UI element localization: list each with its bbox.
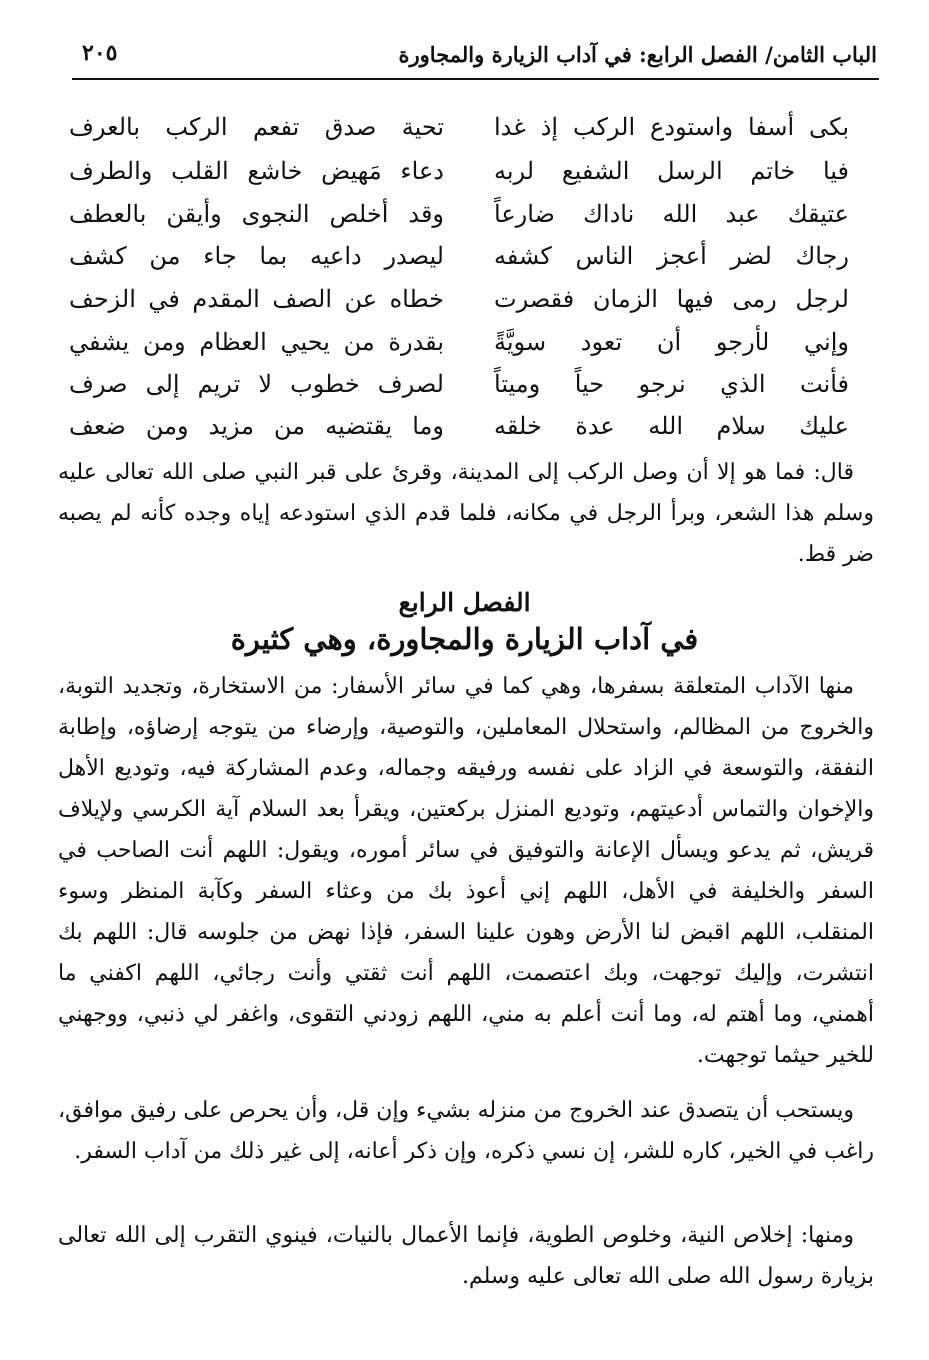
poem-verse bbox=[69, 370, 849, 415]
verse-second-hemistich: دعاء مَهيض خاشع القلب والطرف bbox=[69, 157, 444, 185]
verse-second-hemistich: بقدرة من يحيي العظام ومن يشفي bbox=[69, 328, 444, 356]
paragraph-text: ومنها: إخلاص النية، وخلوص الطوية، فإنما الأعمال بالنيات، فينوي التقرب إلى الله تعالى بزيارة رسول الله صلى الله تعالى عليه وسلم. bbox=[58, 1223, 874, 1289]
verse-second-hemistich: ليصدر داعيه بما جاء من كشف bbox=[69, 242, 444, 270]
header-divider bbox=[72, 78, 879, 80]
poem-verse bbox=[69, 113, 849, 158]
paragraph-text: قال: فما هو إلا أن وصل الركب إلى المدينة، وقرئ على قبر النبي صلى الله تعالى عليه وسلم هذا الشعر، وبرأ الرجل في مكانه، فلما قدم الذي استودعه إياه وجده كأنه لم يصبه ضر قط. bbox=[58, 460, 874, 567]
verse-first-hemistich: لرجل رمى فيها الزمان فقصرت bbox=[494, 285, 849, 313]
verse-first-hemistich: عتيقك عبد الله ناداك ضارعاً bbox=[494, 200, 849, 228]
verse-first-hemistich: وإني لأرجو أن تعود سويَّةً bbox=[494, 328, 849, 356]
verse-second-hemistich: وما يقتضيه من مزيد ومن ضعف bbox=[69, 412, 444, 440]
poem-verse bbox=[69, 412, 849, 457]
paragraph-text: منها الآداب المتعلقة بسفرها، وهي كما في سائر الأسفار: من الاستخارة، وتجديد التوبة، والخروج من المظالم، واستحلال المعاملين، والتوصية، وإرضاء من يتوجه إرضاؤه، وإطابة النفقة، والتوسعة في الزاد على نفسه ورفيقه وجماله، وعدم المشاركة فيه، وتوديع الأهل والإخوان والتماس أدعيتهم، وتوديع المنزل بركعتين، ويقرأ بعد السلام آية الكرسي ولإيلاف قريش، ثم يدعو ويسأل الإعانة والتوفيق في سائر أموره، ويقول: اللهم أنت الصاحب في السفر والخليفة في الأهل، اللهم إني أعوذ بك من وعثاء السفر وكآبة المنظر وسوء المنقلب، اللهم اقبض لنا الأرض وهون علينا السفر، فإذا نهض من جلوسه قال: اللهم بك انتشرت، وإليك توجهت، وبك اعتصمت، اللهم أنت ثقتي وأنت رجائي، اللهم اكفني ما أهمني، وما أهتم له، وما أنت أعلم به مني، اللهم زودني التقوى، واغفر لي ذنبي، ووجهني للخير حيثما توجهت. bbox=[58, 674, 874, 1068]
verse-second-hemistich: لصرف خطوب لا تريم إلى صرف bbox=[69, 370, 444, 398]
running-title: الباب الثامن/ الفصل الرابع: في آداب الزيارة والمجاورة bbox=[398, 42, 877, 67]
verse-first-hemistich: عليك سلام الله عدة خلقه bbox=[494, 412, 849, 440]
verse-first-hemistich: بكى أسفا واستودع الركب إذ غدا bbox=[494, 113, 849, 141]
chapter-heading: الفصل الرابع bbox=[398, 588, 531, 617]
body-paragraph bbox=[58, 666, 874, 1076]
verse-second-hemistich: تحية صدق تفعم الركب بالعرف bbox=[69, 113, 444, 141]
body-paragraph bbox=[58, 1090, 874, 1172]
poem-verse bbox=[69, 200, 849, 245]
verse-first-hemistich: رجاك لضر أعجز الناس كشفه bbox=[494, 242, 849, 270]
poem-verse bbox=[69, 328, 849, 373]
verse-first-hemistich: فأنت الذي نرجو حياً وميتاً bbox=[494, 370, 849, 398]
verse-second-hemistich: خطاه عن الصف المقدم في الزحف bbox=[69, 285, 444, 313]
body-paragraph bbox=[58, 1215, 874, 1297]
poem-verse bbox=[69, 242, 849, 287]
verse-first-hemistich: فيا خاتم الرسل الشفيع لربه bbox=[494, 157, 849, 185]
verse-second-hemistich: وقد أخلص النجوى وأيقن بالعطف bbox=[69, 200, 444, 228]
poem-verse bbox=[69, 157, 849, 202]
page-header bbox=[72, 38, 877, 80]
page-number: ٢٠٥ bbox=[82, 40, 118, 66]
body-paragraph bbox=[58, 452, 874, 575]
paragraph-text: ويستحب أن يتصدق عند الخروج من منزله بشيء وإن قل، وأن يحرص على رفيق موافق، راغب في الخير، كاره للشر، إن نسي ذكره، وإن ذكر أعانه، إلى غير ذلك من آداب السفر. bbox=[58, 1098, 874, 1164]
chapter-subheading: في آداب الزيارة والمجاورة، وهي كثيرة bbox=[230, 622, 699, 656]
poem-verse bbox=[69, 285, 849, 330]
